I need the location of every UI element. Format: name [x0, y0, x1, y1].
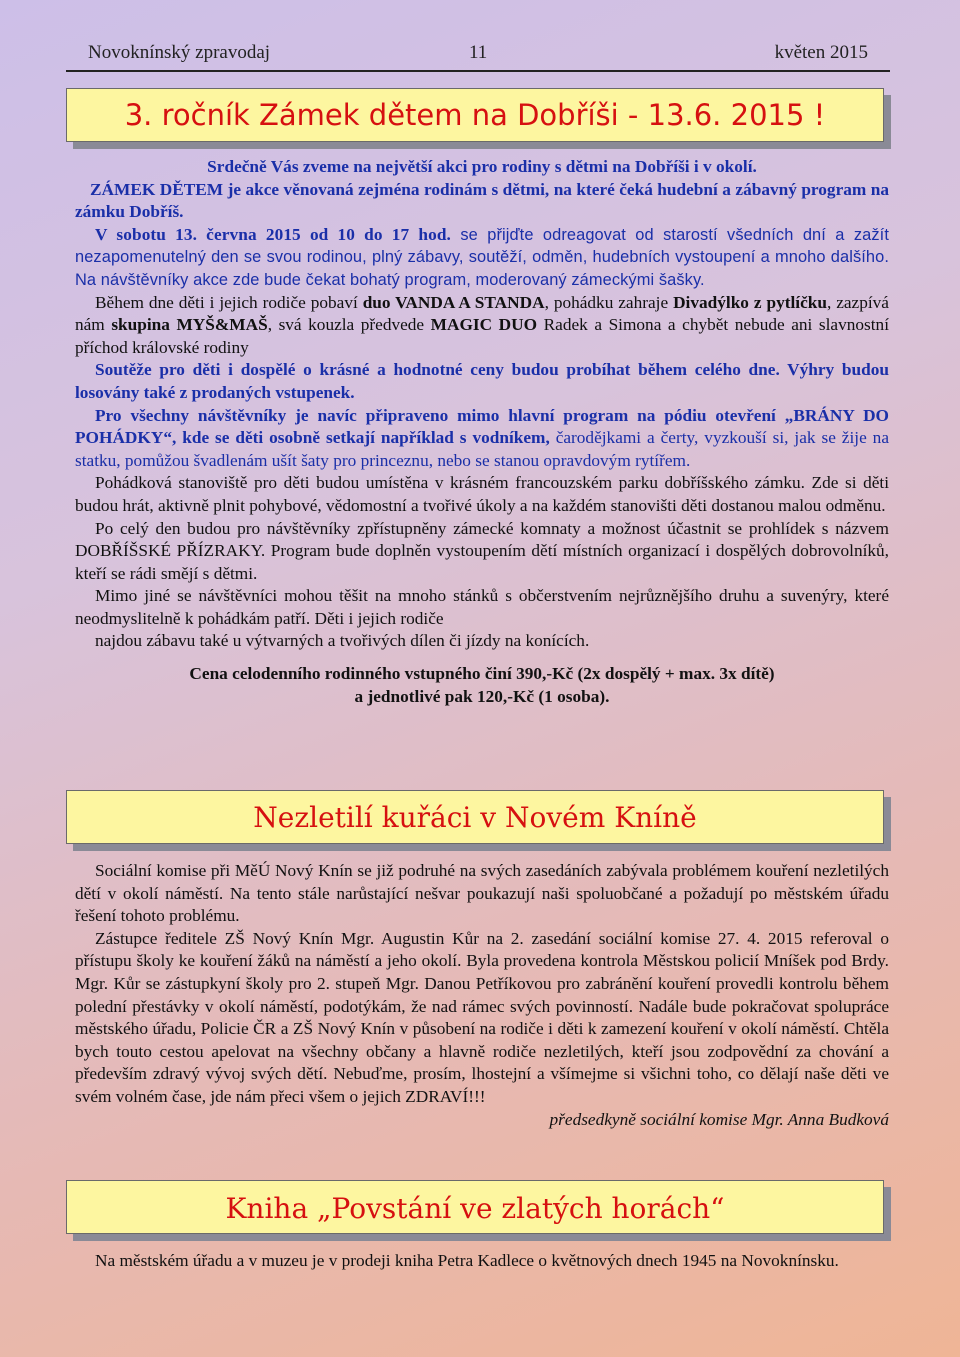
section3-title-banner [66, 1180, 884, 1234]
section2-paragraph-2: Zástupce ředitele ZŠ Nový Knín Mgr. Augustin Kůr na 2. zasedání sociální komise 27. 4. 2015 referoval o přístupu školy ke kouření žáků na náměstí a jeho okolí. Byla provedena kontrola Městskou policií Mníšek pod Brdy. Mgr. Kůr se zástupkyní školy pro 2. stupeň Mgr. Danou Petříkovou pro zabránění kouření provedli kontrolu během polední přestávky v okolí náměstí, podotýkám, že nad rámec svých povinností. Nadále bude pokračovat spolupráce městského úřadu, Policie ČR a ZŠ Nový Knín v působení na rodiče i děti k zamezení kouření v okolí náměstí. Chtěla bych touto cestou apelovat na všechny občany a hlavně rodiče nezletilých, kteří jsou zodpovědní za chování a především zdravý vývoj svých dětí. Nebuďme, prosím, lhostejní a všímejme si všichni toho, co dělají naše děti ve svém volném čase, jde nám přeci všem o jejich ZDRAVÍ!!! [75, 928, 889, 1106]
section2-signature: předsedkyně sociální komise Mgr. Anna Budková [549, 1109, 889, 1129]
section1-workshops: najdou zábavu také u výtvarných a tvořivých dílen či jízdy na konících. [95, 631, 590, 651]
section1-stations: Pohádková stanoviště pro děti budou umístěna v krásném francouzském parku dobříšského zámku. Zde si děti budou hrát, aktivně plnit pohybové, vědomostní a tvořivé úkoly a na každém stanovišti děti dostanou malou odměnu. [75, 473, 889, 515]
header-date: květen 2015 [774, 42, 868, 63]
section1-invite: Srdečně Vás zveme na největší akci pro rodiny s dětmi na Dobříši i v okolí. [207, 157, 757, 176]
section1-description: se přijďte odreagovat od starostí všedních dní a zažít nezapomenutelný den se svou rodinou, plný zábavy, soutěží, odměn, hudebních vystoupení a mnoho dalšího. Na návštěvníky akce zde bude čekat bohatý program, moderovaný zámeckými šašky. [75, 225, 889, 289]
section3-title: Kniha „Povstání ve zlatých horách“ [225, 1192, 725, 1225]
header-publication: Novoknínský zpravodaj [88, 42, 271, 63]
section1-gates-bold: Pro všechny návštěvníky je navíc připraveno mimo hlavní program na pódiu otevření „BRÁNY DO POHÁDKY“, kde se děti osobně setkají například s vodníkem, [75, 405, 889, 448]
section1-title-banner [66, 88, 884, 142]
section3-body [75, 1250, 889, 1273]
section3-paragraph-1: Na městském úřadu a v muzeu je v prodeji kniha Petra Kadlece o květnových dnech 1945 na Novoknínsku. [95, 1251, 839, 1270]
section1-price-family: Cena celodenního rodinného vstupného činí 390,-Kč (2x dospělý + max. 3x dítě) [189, 664, 775, 684]
section1-program: Během dne děti i jejich rodiče pobaví duo VANDA A STANDA, pohádku zahraje Divadýlko z pytlíčku, zazpívá nám skupina MYŠ&MAŠ, svá kouzla předvede MAGIC DUO Radek a Simona a chybět nebude ani slavnostní příchod královské rodiny [75, 292, 889, 357]
section2-title-banner [66, 790, 884, 844]
section1-competitions: Soutěže pro děti i dospělé o krásné a hodnotné ceny budou probíhat během celého dne. Výhry budou losovány také z prodaných vstupenek. [75, 360, 889, 402]
section1-gates-rest: čarodějkami a čerty, vyzkouší si, jak se žije na statku, pomůžou švadlenám ušít šaty pro princeznu, nebo se stanou opravdovým rytířem. [75, 428, 889, 470]
section1-body [75, 156, 889, 708]
section1-intro: ZÁMEK DĚTEM je akce věnovaná zejména rodinám s dětmi, na které čeká hudební a zábavný program na zámku Dobříš. [75, 179, 889, 222]
section2-title: Nezletilí kuřáci v Novém Kníně [253, 801, 697, 834]
section2-paragraph-1: Sociální komise při MěÚ Nový Knín se již podruhé na svých zasedáních zabývala problémem kouření nezletilých dětí v okolí náměstí. Na tento stále narůstající nešvar poukazují naši spoluobčané a požadují po městském úřadu řešení tohoto problému. [75, 861, 889, 926]
section1-stalls: Mimo jiné se návštěvníci mohou těšit na mnoho stánků s občerstvením nejrůznějšího druhu a suvenýry, které neodmyslitelně k pohádkám patří. Děti i jejich rodiče [75, 586, 889, 628]
section1-date: V sobotu 13. června 2015 od 10 do 17 hod. [95, 224, 451, 244]
section1-title: 3. ročník Zámek dětem na Dobříši - 13.6. 2015 ! [124, 98, 826, 132]
header-page-number: 11 [469, 42, 488, 63]
section1-tours: Po celý den budou pro návštěvníky zpřístupněny zámecké komnaty a možnost účastnit se prohlídek s názvem DOBŘÍŠSKÉ PŘÍZRAKY. Program bude doplněn vystoupením dětí místních organizací i dospělých dobrovolníků, kteří se rádi smějí s dětmi. [75, 518, 889, 583]
section1-price-single: a jednotlivé pak 120,-Kč (1 osoba). [354, 686, 610, 706]
section2-body [75, 860, 889, 1131]
page-header [66, 40, 890, 72]
